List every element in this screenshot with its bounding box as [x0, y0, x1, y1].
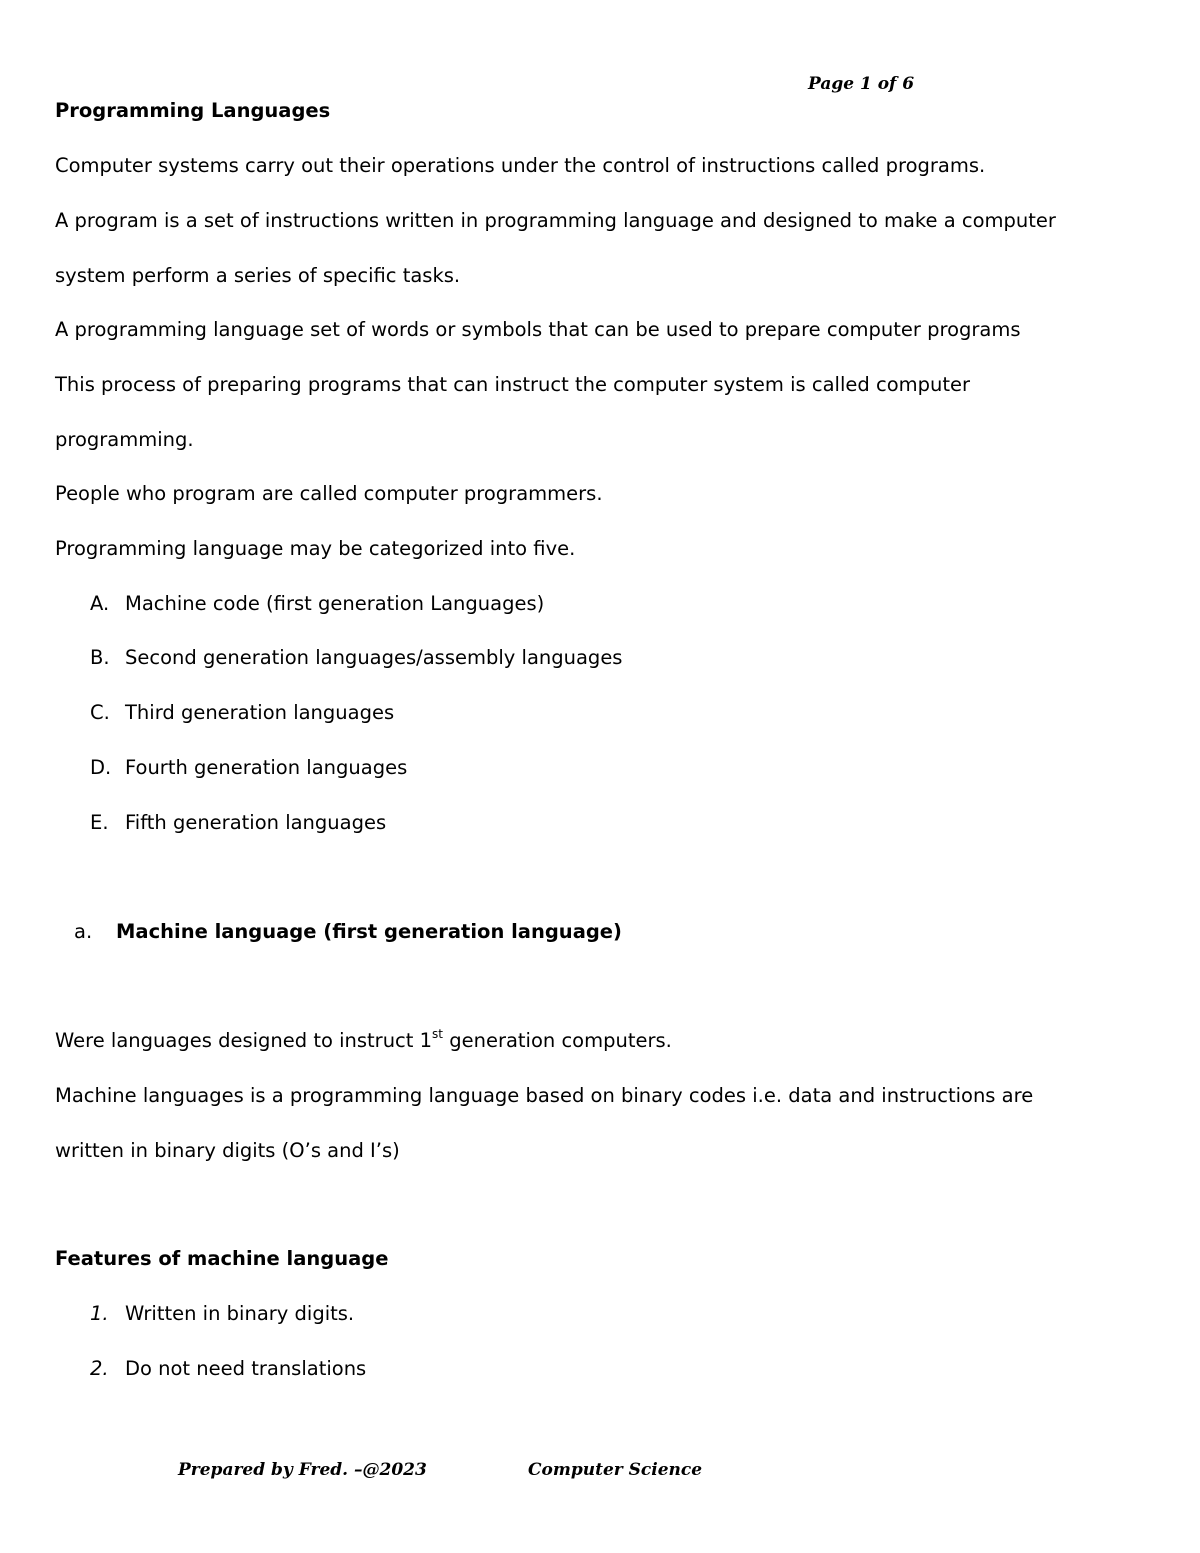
paragraph [55, 1026, 672, 1053]
features-heading: Features of machine language [55, 1247, 389, 1270]
paragraph-text: generation computers. [443, 1029, 672, 1052]
paragraph: Machine languages is a programming language based on binary codes i.e. data and instructions are [55, 1084, 1034, 1107]
list-label: C. [90, 701, 110, 724]
paragraph: A programming language set of words or symbols that can be used to prepare computer programs [55, 318, 1021, 341]
list-item [90, 592, 544, 616]
footer-subject: Computer Science [528, 1460, 703, 1480]
list-text: Second generation languages/assembly languages [125, 646, 623, 669]
paragraph-text: Were languages designed to instruct 1 [55, 1029, 433, 1052]
list-text: Written in binary digits. [125, 1302, 355, 1325]
list-item [90, 701, 394, 725]
document-title: Programming Languages [55, 99, 331, 122]
paragraph: Programming language may be categorized into five. [55, 537, 576, 560]
paragraph: programming. [55, 428, 194, 451]
list-item [90, 1302, 354, 1326]
list-label: 1. [90, 1302, 109, 1325]
paragraph: A program is a set of instructions written in programming language and designed to make a computer [55, 209, 1056, 232]
paragraph: Computer systems carry out their operations under the control of instructions called programs. [55, 154, 986, 177]
paragraph: This process of preparing programs that can instruct the computer system is called computer [55, 373, 971, 396]
footer-prepared-by: Prepared by Fred. –@2023 [178, 1460, 427, 1480]
list-item [90, 1357, 366, 1381]
paragraph: People who program are called computer programmers. [55, 482, 603, 505]
section-heading [74, 920, 622, 944]
list-text: Do not need translations [125, 1357, 367, 1380]
list-text: Fifth generation languages [125, 811, 387, 834]
list-item [90, 756, 407, 780]
list-label: 2. [90, 1357, 109, 1380]
list-item [90, 811, 386, 835]
superscript: st [432, 1026, 444, 1041]
section-label: a. [74, 920, 93, 943]
list-label: E. [90, 811, 109, 834]
list-text: Fourth generation languages [125, 756, 408, 779]
list-label: B. [90, 646, 110, 669]
list-text: Machine code (first generation Languages) [125, 592, 545, 615]
paragraph: written in binary digits (O’s and I’s) [55, 1139, 400, 1162]
list-label: A. [90, 592, 110, 615]
paragraph: system perform a series of specific tasks. [55, 264, 461, 287]
list-label: D. [90, 756, 112, 779]
list-item [90, 646, 622, 670]
page-number: Page 1 of 6 [808, 74, 915, 94]
list-text: Third generation languages [125, 701, 395, 724]
section-heading-text: Machine language (first generation language) [116, 920, 622, 943]
